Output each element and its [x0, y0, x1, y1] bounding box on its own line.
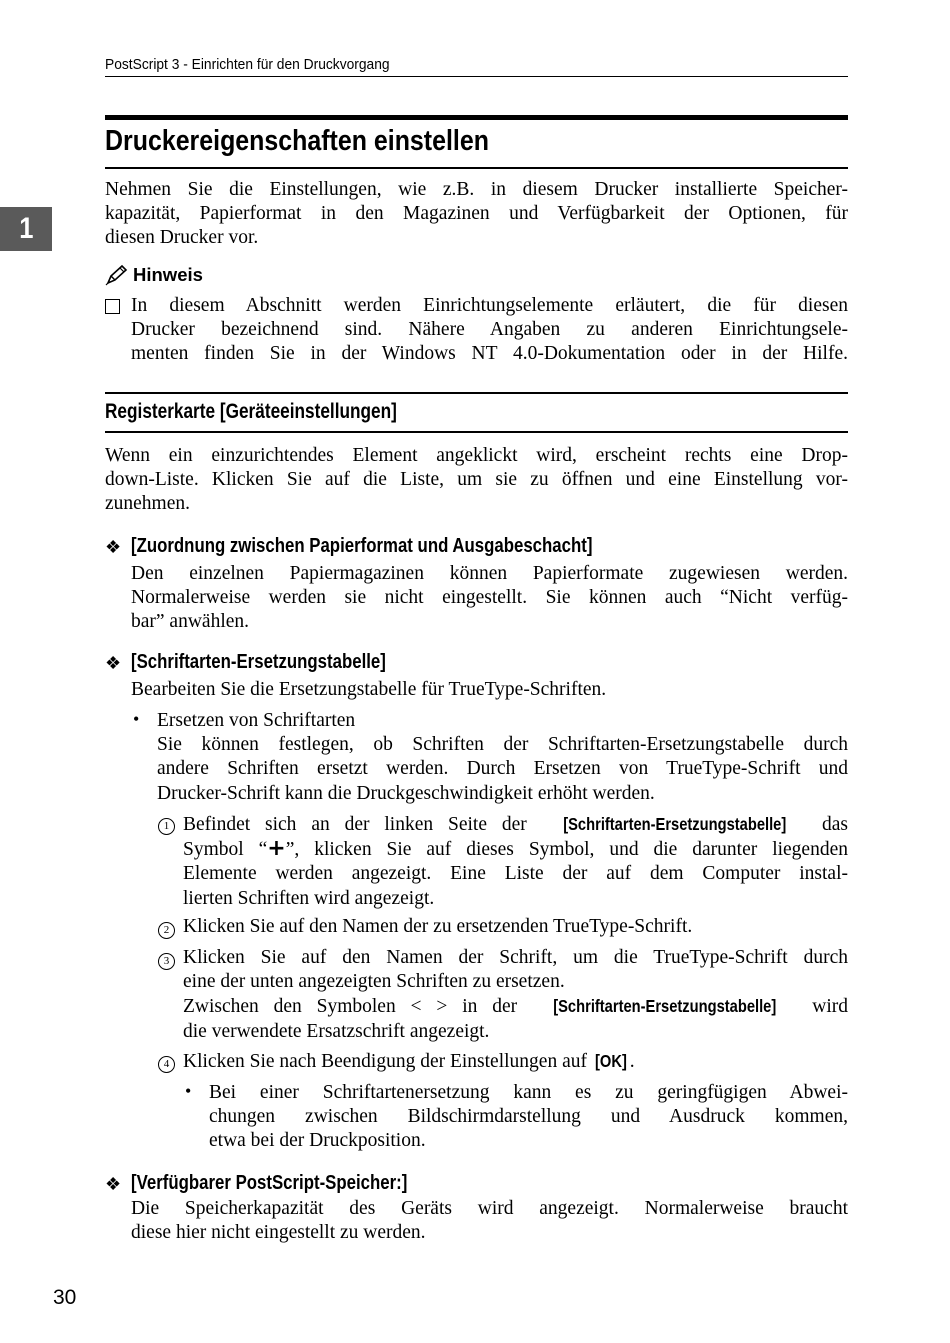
step3-line: Klicken Sie auf den Namen der Schrift, um die TrueType-Schrift durch — [183, 947, 848, 968]
subsection-line: Wenn ein einzurichtendes Element angeklickt wird, erscheint rechts eine Drop- — [105, 445, 848, 466]
item1-line: Normalerweise werden sie nicht eingestellt. Sie können auch “Nicht verfüg- — [131, 587, 848, 609]
section-title-bottom-rule — [105, 167, 848, 169]
font-substitution-table-label: [Schriftarten-Ersetzungstabelle] — [562, 814, 786, 834]
step2-text — [183, 915, 848, 939]
note-line: Drucker bezeichnend sind. Nähere Angaben zu anderen Einrichtungsele- — [131, 319, 848, 341]
header-rule — [105, 76, 848, 77]
step2-line: Klicken Sie auf den Namen der zu ersetzenden TrueType-Schrift. — [183, 916, 693, 937]
diamond-bullet-icon: ❖ — [105, 653, 122, 673]
step4-text — [183, 1049, 848, 1074]
step-number-4: 4 — [158, 1056, 175, 1073]
step4-text-a: Klicken Sie nach Beendigung der Einstellungen auf — [183, 1051, 587, 1072]
intro-line: Nehmen Sie die Einstellungen, wie z.B. in diesem Drucker installierte Speicher- — [105, 179, 848, 200]
step1-text-c: Symbol “ — [183, 839, 268, 861]
sub-bullet-line: chungen zwischen Bildschirmdarstellung und Ausdruck kommen, — [209, 1106, 848, 1128]
item2-text — [131, 678, 848, 702]
note-checkbox-icon — [105, 299, 120, 314]
step1-text-b: das — [822, 814, 849, 835]
item3-line: Die Speicherkapazität des Geräts wird angezeigt. Normalerweise braucht — [131, 1198, 848, 1219]
bullet-line: andere Schriften ersetzt werden. Durch Ersetzen von TrueType-Schrift und — [157, 758, 848, 780]
sub-bullet-text — [209, 1081, 848, 1154]
intro-line: diesen Drucker vor. — [105, 227, 259, 249]
bullet-dot-icon: • — [133, 709, 140, 729]
diamond-bullet-icon: ❖ — [105, 537, 122, 557]
item1-line: Den einzelnen Papiermagazinen können Papierformate zugewiesen werden. — [131, 563, 848, 584]
subsection-line: down-Liste. Klicken Sie auf die Liste, um sie zu öffnen und eine Einstellung vor- — [105, 469, 848, 491]
step1-text-d: ”, klicken Sie auf dieses Symbol, und die darunter liegenden — [285, 839, 848, 861]
sub-bullet-line: Bei einer Schriftartenersetzung kann es zu geringfügigen Abwei- — [209, 1082, 848, 1103]
step1-line — [183, 812, 848, 837]
bullet-dot-icon: • — [185, 1081, 192, 1101]
step4-line — [183, 1049, 848, 1074]
note-line: In diesem Abschnitt werden Einrichtungselemente erläutert, die für diesen — [131, 295, 848, 316]
intro-paragraph — [105, 178, 848, 251]
step4-text-b: . — [629, 1051, 635, 1072]
step3-text-b: wird — [812, 996, 849, 1018]
page-number: 30 — [53, 1286, 77, 1309]
step-number-2: 2 — [158, 922, 175, 939]
item3-text — [131, 1197, 848, 1245]
subsection-title: Registerkarte [Geräteeinstellungen] — [105, 400, 397, 423]
bullet-line: Sie können festlegen, ob Schriften der Schriftarten-Ersetzungstabelle durch — [157, 734, 848, 756]
step1-line: Elemente werden angezeigt. Eine Liste der auf dem Computer instal- — [183, 863, 848, 885]
pencil-icon — [105, 264, 129, 286]
ok-button-label: [OK] — [594, 1051, 627, 1071]
section-title-top-bar — [105, 115, 848, 120]
bullet-line: Drucker-Schrift kann die Druckgeschwindigkeit erhöht werden. — [157, 782, 655, 804]
bullet-text — [157, 709, 848, 806]
section-title: Druckereigenschaften einstellen — [105, 125, 489, 157]
note-title — [105, 264, 203, 286]
item2-line: Bearbeiten Sie die Ersetzungstabelle für TrueType-Schriften. — [131, 679, 607, 700]
step3-line: eine der unten angezeigten Schriften zu ersetzen. — [183, 971, 565, 993]
subsection-line: zunehmen. — [105, 493, 191, 515]
note-title-label: Hinweis — [133, 264, 203, 285]
item1-line: bar” anwählen. — [131, 611, 250, 633]
item3-line: diese hier nicht eingestellt zu werden. — [131, 1222, 426, 1244]
step1-line — [183, 837, 848, 862]
note-text — [131, 294, 848, 367]
bullet-title: Ersetzen von Schriftarten — [157, 710, 356, 731]
step3-text — [183, 946, 848, 1044]
subsection-top-rule — [105, 392, 848, 394]
step3-line: die verwendete Ersatzschrift angezeigt. — [183, 1020, 490, 1042]
item3-title: [Verfügbarer PostScript-Speicher:] — [131, 1172, 408, 1194]
subsection-bottom-rule — [105, 431, 848, 433]
subsection-paragraph — [105, 444, 848, 517]
diamond-bullet-icon: ❖ — [105, 1174, 122, 1194]
note-line: menten finden Sie in der Windows NT 4.0-Dokumentation oder in der Hilfe. — [131, 343, 848, 365]
item2-title: [Schriftarten-Ersetzungstabelle] — [131, 651, 386, 673]
running-header: PostScript 3 - Einrichten für den Druckvorgang — [105, 56, 390, 73]
chapter-tab — [0, 207, 52, 251]
step3-text-a: Zwischen den Symbolen < > in der — [183, 996, 518, 1018]
font-substitution-table-label: [Schriftarten-Ersetzungstabelle] — [553, 996, 777, 1017]
sub-bullet-line: etwa bei der Druckposition. — [209, 1130, 426, 1152]
item1-text — [131, 562, 848, 635]
item1-title: [Zuordnung zwischen Papierformat und Ausgabeschacht] — [131, 535, 593, 557]
chapter-number: 1 — [18, 212, 34, 245]
intro-line: kapazität, Papierformat in den Magazinen und Verfügbarkeit der Optionen, für — [105, 203, 848, 225]
plus-icon: + — [267, 836, 286, 862]
step3-line — [183, 994, 848, 1019]
step1-line: lierten Schriften wird angezeigt. — [183, 887, 435, 909]
step1-text-a: Befindet sich an der linken Seite der — [183, 814, 527, 835]
step-number-3: 3 — [158, 953, 175, 970]
step1-text — [183, 812, 848, 911]
step-number-1: 1 — [158, 818, 175, 835]
